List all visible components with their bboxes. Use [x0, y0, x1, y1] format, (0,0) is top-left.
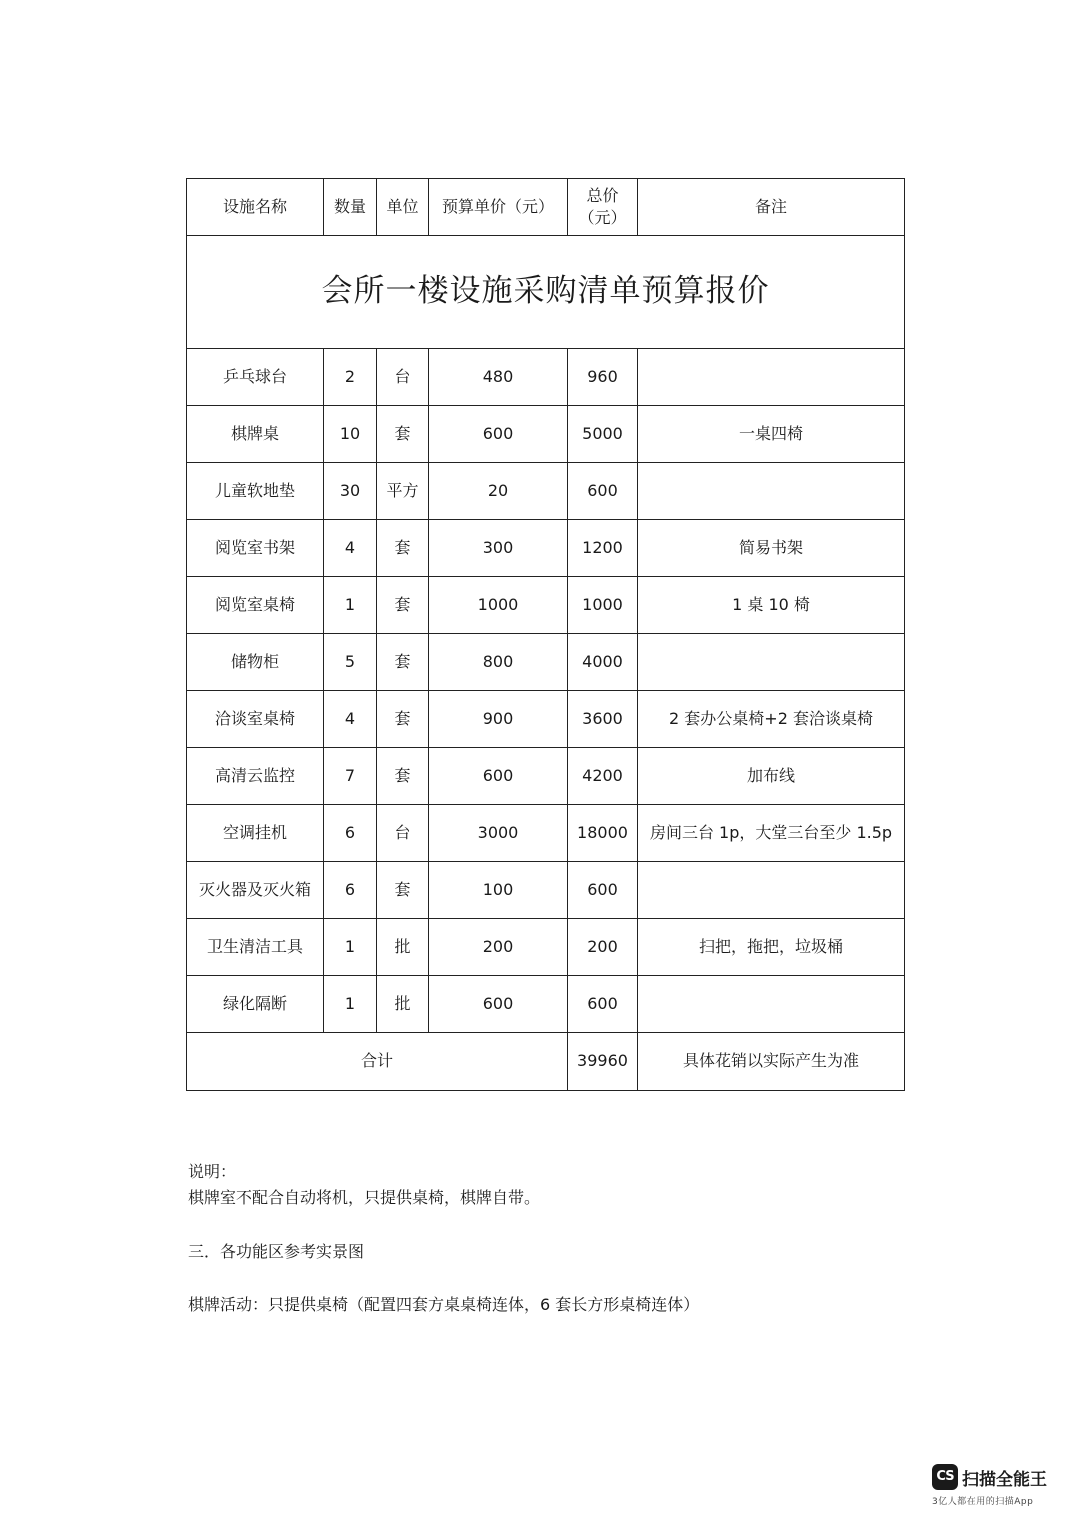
cell-remark: 2 套办公桌椅+2 套洽谈桌椅: [638, 691, 905, 748]
cell-name: 灭火器及灭火箱: [187, 862, 324, 919]
cell-name: 高清云监控: [187, 748, 324, 805]
header-name: 设施名称: [187, 179, 324, 236]
cell-total: 5000: [568, 406, 638, 463]
cell-unit: 批: [377, 919, 429, 976]
table-row: [187, 349, 905, 406]
cell-qty: 1: [324, 577, 377, 634]
table-row: [187, 577, 905, 634]
header-unit: 单位: [377, 179, 429, 236]
table-row: [187, 520, 905, 577]
cell-name: 阅览室桌椅: [187, 577, 324, 634]
cell-unit-price: 480: [429, 349, 568, 406]
notes-line2: 棋牌活动：只提供桌椅（配置四套方桌桌椅连体，6 套长方形桌椅连体）: [188, 1295, 700, 1314]
cell-qty: 30: [324, 463, 377, 520]
header-row: [187, 179, 905, 236]
cell-unit: 台: [377, 349, 429, 406]
cell-qty: 5: [324, 634, 377, 691]
header-total-line1: 总价: [586, 185, 619, 205]
cell-remark: 1 桌 10 椅: [638, 577, 905, 634]
watermark-app-name: 扫描全能王: [962, 1469, 1047, 1490]
cell-name: 儿童软地垫: [187, 463, 324, 520]
document-title: 会所一楼设施采购清单预算报价: [187, 236, 905, 349]
cell-remark: [638, 349, 905, 406]
table-row: [187, 406, 905, 463]
watermark-tagline: 3亿人都在用的扫描App: [932, 1497, 1034, 1507]
cell-remark: 加布线: [638, 748, 905, 805]
header-unit-price: 预算单价（元）: [429, 179, 568, 236]
cell-remark: [638, 463, 905, 520]
table-row: [187, 748, 905, 805]
header-qty: 数量: [324, 179, 377, 236]
cell-remark: 一桌四椅: [638, 406, 905, 463]
total-row: [187, 1033, 905, 1091]
cell-name: 绿化隔断: [187, 976, 324, 1033]
cell-name: 乒乓球台: [187, 349, 324, 406]
total-label: 合计: [187, 1033, 568, 1091]
cell-unit: 套: [377, 634, 429, 691]
table-row: [187, 919, 905, 976]
cell-total: 600: [568, 862, 638, 919]
cell-name: 空调挂机: [187, 805, 324, 862]
cell-unit: 平方: [377, 463, 429, 520]
cell-total: 600: [568, 976, 638, 1033]
table-row: [187, 691, 905, 748]
cell-qty: 2: [324, 349, 377, 406]
table-row: [187, 976, 905, 1033]
cell-qty: 6: [324, 805, 377, 862]
cell-remark: 简易书架: [638, 520, 905, 577]
notes-heading: 说明：: [188, 1162, 237, 1181]
cell-qty: 7: [324, 748, 377, 805]
header-total: [568, 179, 638, 236]
notes-line1: 棋牌室不配合自动将机，只提供桌椅，棋牌自带。: [188, 1188, 541, 1207]
cell-unit-price: 900: [429, 691, 568, 748]
cell-total: 600: [568, 463, 638, 520]
table-row: [187, 634, 905, 691]
cell-remark: 扫把，拖把，垃圾桶: [638, 919, 905, 976]
cell-name: 阅览室书架: [187, 520, 324, 577]
table-row: [187, 862, 905, 919]
header-remark: 备注: [638, 179, 905, 236]
cell-unit: 套: [377, 406, 429, 463]
cell-total: 1200: [568, 520, 638, 577]
cell-unit: 批: [377, 976, 429, 1033]
cell-total: 18000: [568, 805, 638, 862]
table-row: [187, 805, 905, 862]
cell-total: 200: [568, 919, 638, 976]
cell-unit-price: 1000: [429, 577, 568, 634]
cell-total: 3600: [568, 691, 638, 748]
cell-unit: 套: [377, 577, 429, 634]
cell-total: 4200: [568, 748, 638, 805]
scanner-watermark: [932, 1464, 1062, 1507]
table-row: [187, 463, 905, 520]
cell-name: 储物柜: [187, 634, 324, 691]
total-remark: 具体花销以实际产生为准: [638, 1033, 905, 1091]
cell-name: 棋牌桌: [187, 406, 324, 463]
camscanner-logo-icon: CS: [932, 1464, 958, 1490]
cell-unit: 套: [377, 691, 429, 748]
cell-unit-price: 100: [429, 862, 568, 919]
cell-qty: 1: [324, 976, 377, 1033]
cell-unit: 套: [377, 862, 429, 919]
cell-unit-price: 300: [429, 520, 568, 577]
cell-unit-price: 200: [429, 919, 568, 976]
cell-remark: [638, 634, 905, 691]
cell-name: 卫生清洁工具: [187, 919, 324, 976]
budget-table: [186, 178, 905, 1091]
cell-unit: 台: [377, 805, 429, 862]
cell-unit-price: 600: [429, 748, 568, 805]
section-heading: 三．各功能区参考实景图: [188, 1242, 365, 1261]
cell-unit: 套: [377, 748, 429, 805]
cell-remark: [638, 862, 905, 919]
cell-name: 洽谈室桌椅: [187, 691, 324, 748]
cell-total: 960: [568, 349, 638, 406]
cell-total: 1000: [568, 577, 638, 634]
cell-unit-price: 20: [429, 463, 568, 520]
cell-unit-price: 3000: [429, 805, 568, 862]
cell-qty: 10: [324, 406, 377, 463]
cell-total: 4000: [568, 634, 638, 691]
cell-unit-price: 800: [429, 634, 568, 691]
cell-qty: 4: [324, 691, 377, 748]
total-value: 39960: [568, 1033, 638, 1091]
cell-qty: 1: [324, 919, 377, 976]
cell-remark: 房间三台 1p，大堂三台至少 1.5p: [638, 805, 905, 862]
cell-unit: 套: [377, 520, 429, 577]
cell-qty: 6: [324, 862, 377, 919]
cell-unit-price: 600: [429, 406, 568, 463]
cell-remark: [638, 976, 905, 1033]
cell-unit-price: 600: [429, 976, 568, 1033]
header-total-line2: （元）: [578, 208, 627, 227]
cell-qty: 4: [324, 520, 377, 577]
